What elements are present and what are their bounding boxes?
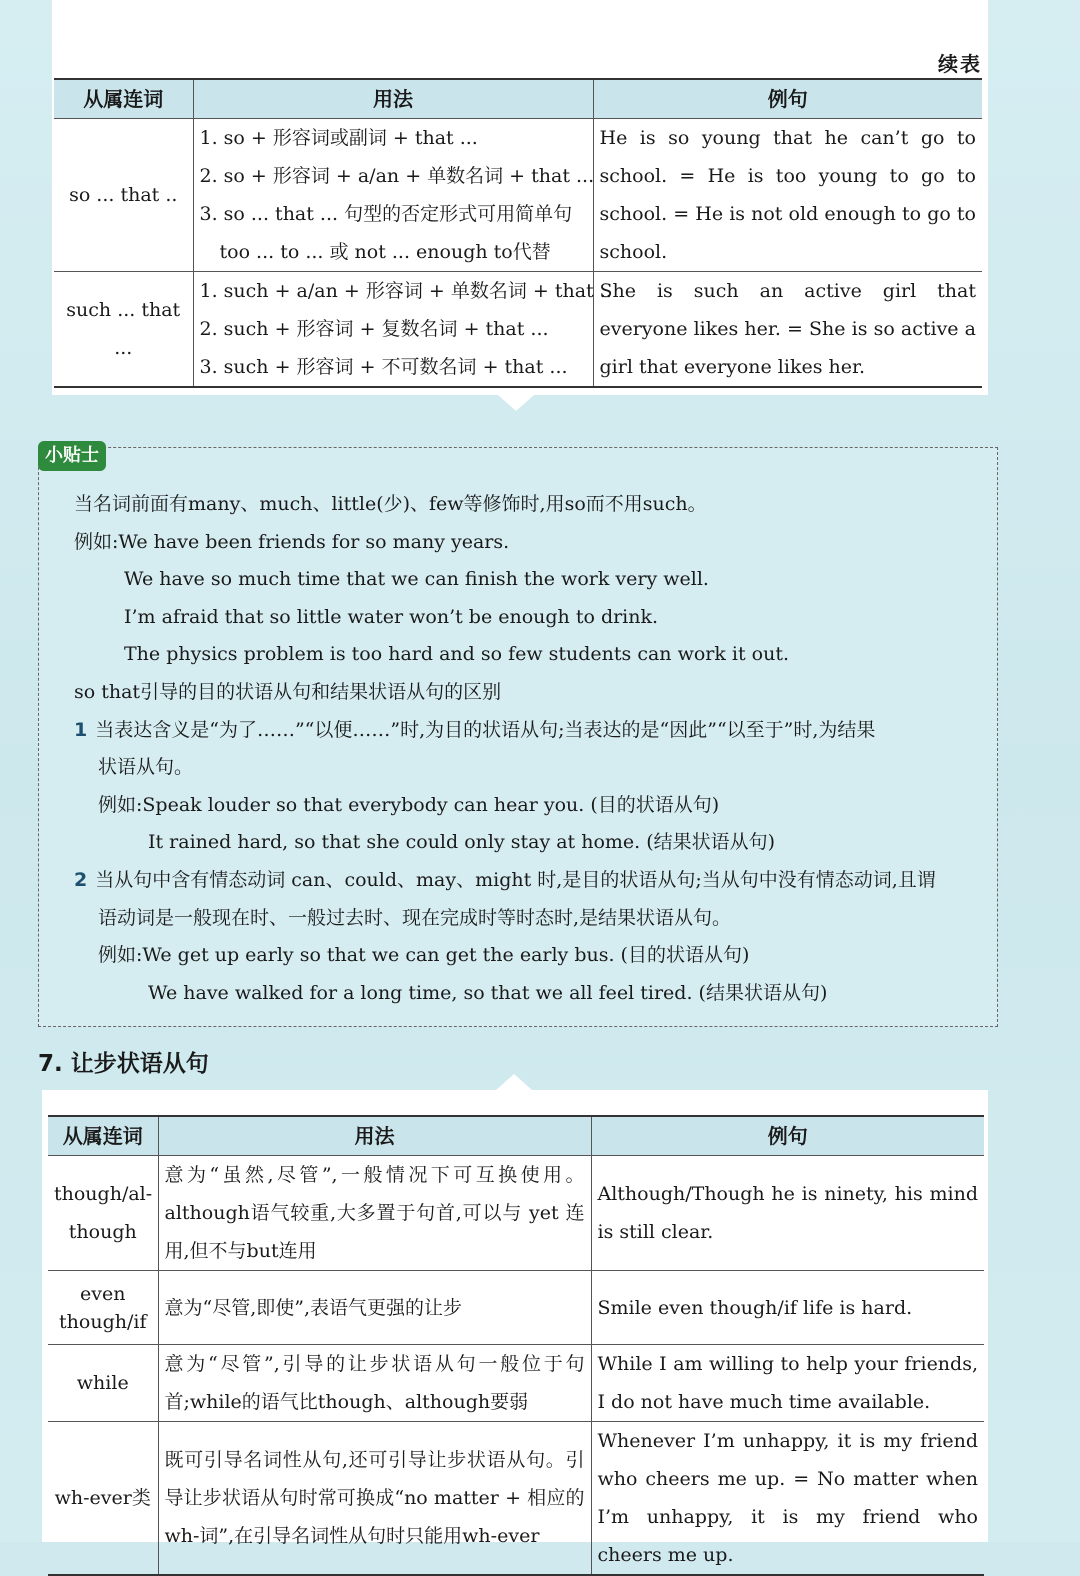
conj-cell: such ... that ... — [54, 272, 193, 388]
header-conj: 从属连词 — [48, 1116, 158, 1156]
point-example: We have walked for a long time, so that we all feel tired. (结果状语从句) — [148, 981, 828, 1004]
point-example: 例如:We get up early so that we can get the early bus. (目的状语从句) — [98, 944, 750, 967]
table-header-row — [54, 79, 982, 119]
example-cell: Although/Though he is ninety, his mind is still clear. — [591, 1156, 984, 1271]
point-text-cont: 语动词是一般现在时、一般过去时、现在完成时等时态时,是结果状语从句。 — [98, 906, 732, 929]
usage-line: 1. such + a/an + 形容词 + 单数名词 + that .. — [199, 280, 612, 302]
conj-cell — [48, 1156, 158, 1271]
conjunction-table-concession — [48, 1115, 984, 1576]
conj-cell: so ... that .. — [54, 119, 193, 272]
tip-line: The physics problem is too hard and so few students can work it out. — [124, 643, 790, 666]
tip-line: I’m afraid that so little water won’t be enough to drink. — [124, 605, 659, 628]
usage-cell: 既可引导名词性从句,还可引导让步状语从句。引导让步状语从句时常可换成“no matter + 相应的 wh-词”,在引导名词性从句时只能用wh-ever — [158, 1422, 591, 1576]
example-cell: He is so young that he can’t go to school. = He is too young to go to school. = He is not old enough to go to school. — [593, 119, 982, 272]
conj-cell — [48, 1271, 158, 1345]
table-row — [48, 1156, 984, 1271]
header-usage: 用法 — [158, 1116, 591, 1156]
header-conj: 从属连词 — [54, 79, 193, 119]
point-text-cont: 状语从句。 — [98, 756, 194, 779]
usage-line: 2. such + 形容词 + 复数名词 + that ... — [199, 318, 549, 340]
table-header-row — [48, 1116, 984, 1156]
usage-line: too ... to ... 或 not ... enough to代替 — [219, 241, 551, 263]
conj-line: even — [80, 1282, 126, 1305]
tip-point-1 — [74, 712, 974, 750]
header-example: 例句 — [593, 79, 982, 119]
example-cell: Whenever I’m unhappy, it is my friend who cheers me up. = No matter when I’m unhappy, it is my friend who cheers me up. — [591, 1422, 984, 1576]
continued-label: 续表 — [938, 52, 982, 76]
table-row — [54, 272, 982, 388]
point-example: 例如:Speak louder so that everybody can hear you. (目的状语从句) — [98, 793, 720, 816]
point-text: 当表达含义是“为了……”“以便……”时,为目的状语从句;当表达的是“因此”“以至于”时,为结果 — [95, 718, 876, 741]
tips-badge: 小贴士 — [38, 441, 106, 471]
header-usage: 用法 — [193, 79, 593, 119]
usage-line: 2. so + 形容词 + a/an + 单数名词 + that ... — [199, 165, 595, 187]
usage-line: 3. so ... that ... 句型的否定形式可用简单句 — [199, 203, 573, 225]
conj-line: though/al- — [54, 1183, 153, 1205]
example-cell: While I am willing to help your friends, I do not have much time available. — [591, 1345, 984, 1422]
tips-content — [74, 486, 974, 1012]
example-cell: She is such an active girl that everyone likes her. = She is so active a girl that everyone likes her. — [593, 272, 982, 388]
usage-line: 1. so + 形容词或副词 + that ... — [199, 127, 478, 149]
usage-line: 3. such + 形容词 + 不可数名词 + that ... — [199, 356, 568, 378]
usage-cell: 意为“虽然,尽管”,一般情况下可互换使用。although语气较重,大多置于句首,可以与 yet 连用,但不与but连用 — [158, 1156, 591, 1271]
table-row — [48, 1422, 984, 1576]
usage-cell — [193, 272, 612, 388]
point-example: It rained hard, so that she could only stay at home. (结果状语从句) — [148, 831, 776, 854]
table-row — [48, 1345, 984, 1422]
tip-line: 当名词前面有many、much、little(少)、few等修饰时,用so而不用such。 — [74, 493, 707, 515]
section-title: 7. 让步状语从句 — [38, 1051, 209, 1077]
tip-line: We have so much time that we can finish the work very well. — [124, 568, 709, 591]
table-row — [48, 1271, 984, 1345]
example-cell: Smile even though/if life is hard. — [591, 1271, 984, 1345]
table-row — [54, 119, 982, 272]
point-number: 1 — [74, 718, 88, 741]
conj-line: though/if — [59, 1310, 147, 1333]
tip-line: 例如:We have been friends for so many years. — [74, 530, 510, 553]
header-example: 例句 — [591, 1116, 984, 1156]
tip-line: so that引导的目的状语从句和结果状语从句的区别 — [74, 680, 502, 703]
conjunction-table-result — [54, 78, 982, 388]
conj-cell: wh-ever类 — [48, 1422, 158, 1576]
point-number: 2 — [74, 868, 88, 891]
usage-cell: 意为“尽管”,引导的让步状语从句一般位于句首;while的语气比though、although要弱 — [158, 1345, 591, 1422]
panel-notch — [496, 1074, 532, 1090]
conj-line: though — [68, 1221, 137, 1243]
conj-cell: while — [48, 1345, 158, 1422]
usage-cell: 意为“尽管,即使”,表语气更强的让步 — [158, 1271, 591, 1345]
tip-point-2 — [74, 862, 974, 900]
panel-notch — [498, 395, 534, 411]
point-text: 当从句中含有情态动词 can、could、may、might 时,是目的状语从句;当从句中没有情态动词,且谓 — [95, 868, 936, 891]
usage-cell — [193, 119, 593, 272]
